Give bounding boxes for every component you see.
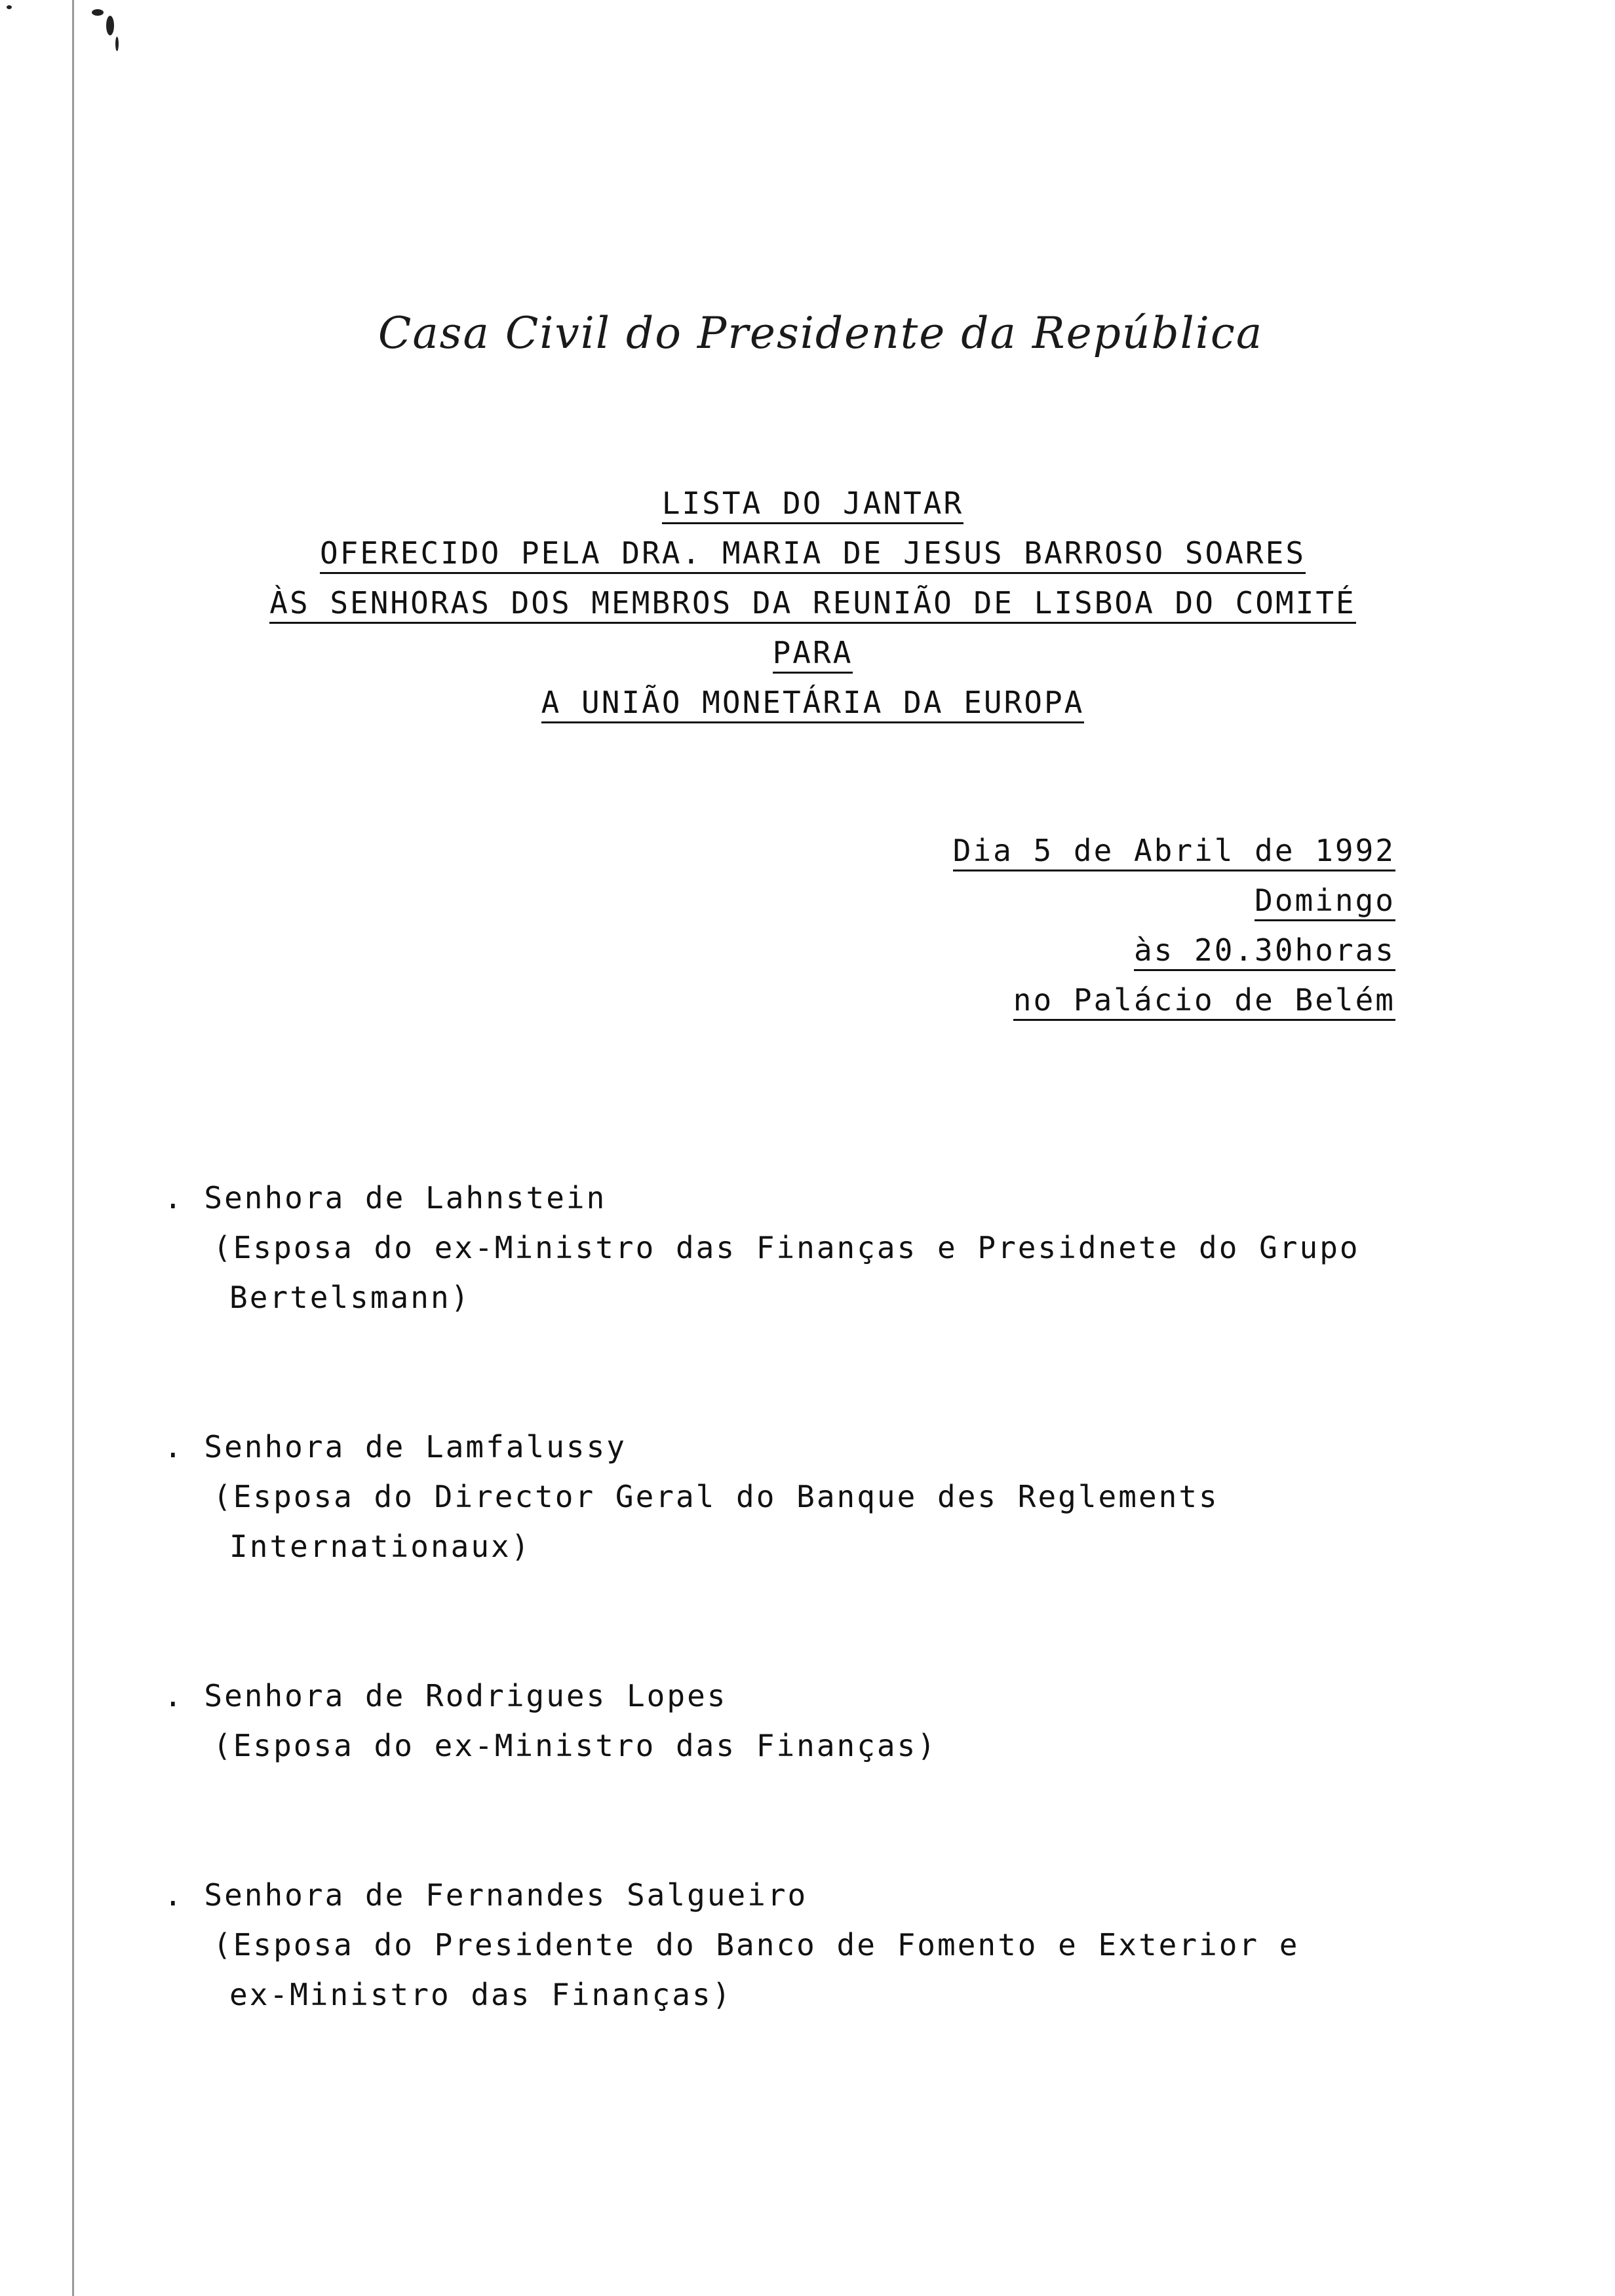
- title-line: ÀS SENHORAS DOS MEMBROS DA REUNIÃO DE LISBOA DO COMITÉ PARA: [223, 578, 1403, 678]
- bullet: .: [164, 1678, 184, 1713]
- list-item: [164, 1870, 1409, 2019]
- guest-description: (Esposa do Director Geral do Banque des Reglements: [213, 1479, 1219, 1514]
- bullet: .: [164, 1180, 184, 1215]
- event-weekday: Domingo: [953, 875, 1395, 925]
- event-details: [953, 826, 1395, 1025]
- guest-name: Senhora de Lamfalussy: [204, 1429, 627, 1464]
- list-item: [164, 1671, 1409, 1770]
- title-line: A UNIÃO MONETÁRIA DA EUROPA: [223, 678, 1403, 727]
- scan-speck: [106, 16, 114, 35]
- scan-speck: [7, 5, 12, 9]
- bullet: .: [164, 1429, 184, 1464]
- guest-list: [164, 1173, 1409, 2119]
- scan-speck: [115, 37, 119, 51]
- list-item: [164, 1173, 1409, 1322]
- event-date: Dia 5 de Abril de 1992: [953, 826, 1395, 875]
- list-item: [164, 1422, 1409, 1571]
- guest-description: (Esposa do ex-Ministro das Finanças): [213, 1728, 937, 1763]
- guest-description: (Esposa do ex-Ministro das Finanças e Presidnete do Grupo: [213, 1230, 1360, 1265]
- guest-description-cont: Internationaux): [229, 1529, 532, 1564]
- title-line: LISTA DO JANTAR: [223, 478, 1403, 528]
- guest-description: (Esposa do Presidente do Banco de Fomento e Exterior e: [213, 1927, 1300, 1962]
- guest-name: Senhora de Fernandes Salgueiro: [204, 1877, 808, 1913]
- bullet: .: [164, 1877, 184, 1913]
- title-line: OFERECIDO PELA DRA. MARIA DE JESUS BARROSO SOARES: [223, 528, 1403, 578]
- guest-name: Senhora de Rodrigues Lopes: [204, 1678, 728, 1713]
- guest-name: Senhora de Lahnstein: [204, 1180, 607, 1215]
- event-place: no Palácio de Belém: [953, 975, 1395, 1025]
- guest-description-cont: Bertelsmann): [229, 1280, 471, 1315]
- scan-speck: [92, 9, 104, 16]
- document-title: [223, 478, 1403, 727]
- letterhead: Casa Civil do Presidente da República: [378, 308, 1264, 358]
- event-time: às 20.30horas: [953, 925, 1395, 975]
- guest-description-cont: ex-Ministro das Finanças): [229, 1977, 733, 2012]
